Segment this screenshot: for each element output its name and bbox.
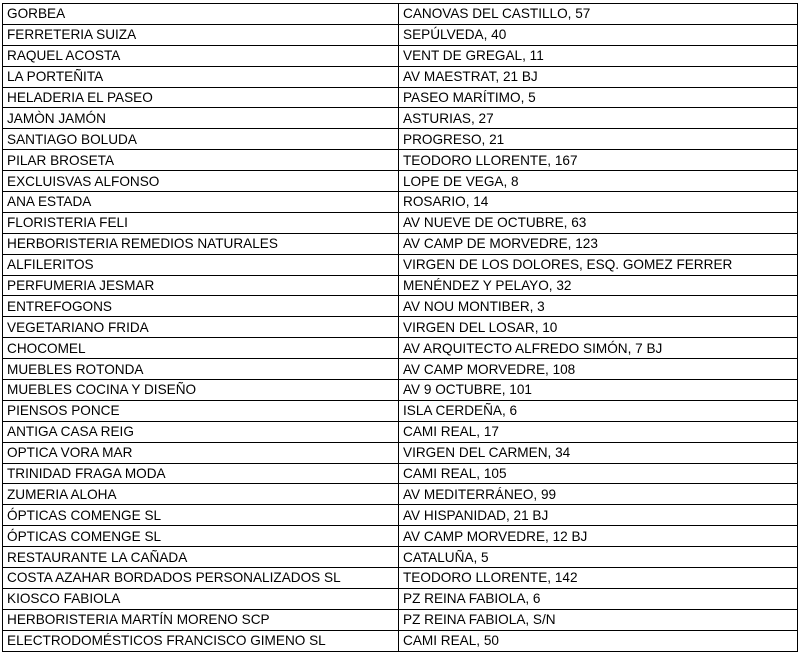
table-row bbox=[3, 66, 798, 87]
address-cell[interactable]: CAMI REAL, 50 bbox=[399, 630, 798, 651]
address-cell[interactable]: TEODORO LLORENTE, 142 bbox=[399, 568, 798, 589]
business-name-cell[interactable]: MUEBLES COCINA Y DISEÑO bbox=[3, 380, 399, 401]
business-name-cell[interactable]: ENTREFOGONS bbox=[3, 296, 399, 317]
business-name-cell[interactable]: SANTIAGO BOLUDA bbox=[3, 129, 399, 150]
business-name-cell[interactable]: ÓPTICAS COMENGE SL bbox=[3, 505, 399, 526]
table-body bbox=[3, 4, 798, 652]
table-row bbox=[3, 526, 798, 547]
business-name-cell[interactable]: CHOCOMEL bbox=[3, 338, 399, 359]
address-cell[interactable]: CATALUÑA, 5 bbox=[399, 547, 798, 568]
table-row bbox=[3, 129, 798, 150]
address-cell[interactable]: ISLA CERDEÑA, 6 bbox=[399, 400, 798, 421]
table-row bbox=[3, 4, 798, 25]
address-cell[interactable]: AV NUEVE DE OCTUBRE, 63 bbox=[399, 212, 798, 233]
table-row bbox=[3, 296, 798, 317]
business-name-cell[interactable]: FERRETERIA SUIZA bbox=[3, 24, 399, 45]
address-cell[interactable]: PZ REINA FABIOLA, 6 bbox=[399, 588, 798, 609]
address-cell[interactable]: TEODORO LLORENTE, 167 bbox=[399, 150, 798, 171]
address-cell[interactable]: PASEO MARÍTIMO, 5 bbox=[399, 87, 798, 108]
address-cell[interactable]: AV HISPANIDAD, 21 BJ bbox=[399, 505, 798, 526]
business-name-cell[interactable]: ÓPTICAS COMENGE SL bbox=[3, 526, 399, 547]
table-row bbox=[3, 505, 798, 526]
table-row bbox=[3, 421, 798, 442]
business-name-cell[interactable]: PERFUMERIA JESMAR bbox=[3, 275, 399, 296]
address-cell[interactable]: PROGRESO, 21 bbox=[399, 129, 798, 150]
table-row bbox=[3, 359, 798, 380]
table-row bbox=[3, 192, 798, 213]
table-row bbox=[3, 87, 798, 108]
business-name-cell[interactable]: GORBEA bbox=[3, 4, 399, 25]
table-row bbox=[3, 484, 798, 505]
business-name-cell[interactable]: ANTIGA CASA REIG bbox=[3, 421, 399, 442]
address-cell[interactable]: MENÉNDEZ Y PELAYO, 32 bbox=[399, 275, 798, 296]
table-row bbox=[3, 254, 798, 275]
address-cell[interactable]: VENT DE GREGAL, 11 bbox=[399, 45, 798, 66]
business-name-cell[interactable]: ELECTRODOMÉSTICOS FRANCISCO GIMENO SL bbox=[3, 630, 399, 651]
business-name-cell[interactable]: HELADERIA EL PASEO bbox=[3, 87, 399, 108]
business-address-table bbox=[2, 3, 798, 652]
table-row bbox=[3, 609, 798, 630]
table-row bbox=[3, 171, 798, 192]
address-cell[interactable]: LOPE DE VEGA, 8 bbox=[399, 171, 798, 192]
address-cell[interactable]: AV CAMP MORVEDRE, 108 bbox=[399, 359, 798, 380]
table-row bbox=[3, 568, 798, 589]
table-row bbox=[3, 338, 798, 359]
table-row bbox=[3, 442, 798, 463]
address-cell[interactable]: SEPÚLVEDA, 40 bbox=[399, 24, 798, 45]
address-cell[interactable]: AV 9 OCTUBRE, 101 bbox=[399, 380, 798, 401]
address-cell[interactable]: AV CAMP MORVEDRE, 12 BJ bbox=[399, 526, 798, 547]
business-name-cell[interactable]: LA PORTEÑITA bbox=[3, 66, 399, 87]
business-name-cell[interactable]: ALFILERITOS bbox=[3, 254, 399, 275]
table-row bbox=[3, 317, 798, 338]
business-name-cell[interactable]: MUEBLES ROTONDA bbox=[3, 359, 399, 380]
address-cell[interactable]: VIRGEN DE LOS DOLORES, ESQ. GOMEZ FERRER bbox=[399, 254, 798, 275]
address-cell[interactable]: CAMI REAL, 17 bbox=[399, 421, 798, 442]
business-name-cell[interactable]: TRINIDAD FRAGA MODA bbox=[3, 463, 399, 484]
table-row bbox=[3, 463, 798, 484]
table-row bbox=[3, 233, 798, 254]
business-name-cell[interactable]: FLORISTERIA FELI bbox=[3, 212, 399, 233]
address-cell[interactable]: ASTURIAS, 27 bbox=[399, 108, 798, 129]
address-cell[interactable]: AV MAESTRAT, 21 BJ bbox=[399, 66, 798, 87]
table-row bbox=[3, 45, 798, 66]
address-cell[interactable]: VIRGEN DEL LOSAR, 10 bbox=[399, 317, 798, 338]
address-cell[interactable]: PZ REINA FABIOLA, S/N bbox=[399, 609, 798, 630]
address-cell[interactable]: ROSARIO, 14 bbox=[399, 192, 798, 213]
table-row bbox=[3, 547, 798, 568]
address-cell[interactable]: AV CAMP DE MORVEDRE, 123 bbox=[399, 233, 798, 254]
table-row bbox=[3, 400, 798, 421]
table-row bbox=[3, 24, 798, 45]
business-name-cell[interactable]: PIENSOS PONCE bbox=[3, 400, 399, 421]
business-name-cell[interactable]: COSTA AZAHAR BORDADOS PERSONALIZADOS SL bbox=[3, 568, 399, 589]
business-name-cell[interactable]: JAMÒN JAMÓN bbox=[3, 108, 399, 129]
business-name-cell[interactable]: RAQUEL ACOSTA bbox=[3, 45, 399, 66]
address-cell[interactable]: CAMI REAL, 105 bbox=[399, 463, 798, 484]
address-cell[interactable]: AV NOU MONTIBER, 3 bbox=[399, 296, 798, 317]
business-name-cell[interactable]: RESTAURANTE LA CAÑADA bbox=[3, 547, 399, 568]
business-name-cell[interactable]: HERBORISTERIA REMEDIOS NATURALES bbox=[3, 233, 399, 254]
address-cell[interactable]: CANOVAS DEL CASTILLO, 57 bbox=[399, 4, 798, 25]
table-row bbox=[3, 108, 798, 129]
business-name-cell[interactable]: VEGETARIANO FRIDA bbox=[3, 317, 399, 338]
business-name-cell[interactable]: EXCLUISVAS ALFONSO bbox=[3, 171, 399, 192]
address-cell[interactable]: VIRGEN DEL CARMEN, 34 bbox=[399, 442, 798, 463]
business-name-cell[interactable]: OPTICA VORA MAR bbox=[3, 442, 399, 463]
business-name-cell[interactable]: ANA ESTADA bbox=[3, 192, 399, 213]
table-row bbox=[3, 630, 798, 651]
address-cell[interactable]: AV MEDITERRÁNEO, 99 bbox=[399, 484, 798, 505]
address-cell[interactable]: AV ARQUITECTO ALFREDO SIMÓN, 7 BJ bbox=[399, 338, 798, 359]
business-name-cell[interactable]: PILAR BROSETA bbox=[3, 150, 399, 171]
business-name-cell[interactable]: KIOSCO FABIOLA bbox=[3, 588, 399, 609]
business-name-cell[interactable]: ZUMERIA ALOHA bbox=[3, 484, 399, 505]
table-row bbox=[3, 150, 798, 171]
table-row bbox=[3, 212, 798, 233]
table-row bbox=[3, 588, 798, 609]
table-row bbox=[3, 275, 798, 296]
table-row bbox=[3, 380, 798, 401]
business-name-cell[interactable]: HERBORISTERIA MARTÍN MORENO SCP bbox=[3, 609, 399, 630]
